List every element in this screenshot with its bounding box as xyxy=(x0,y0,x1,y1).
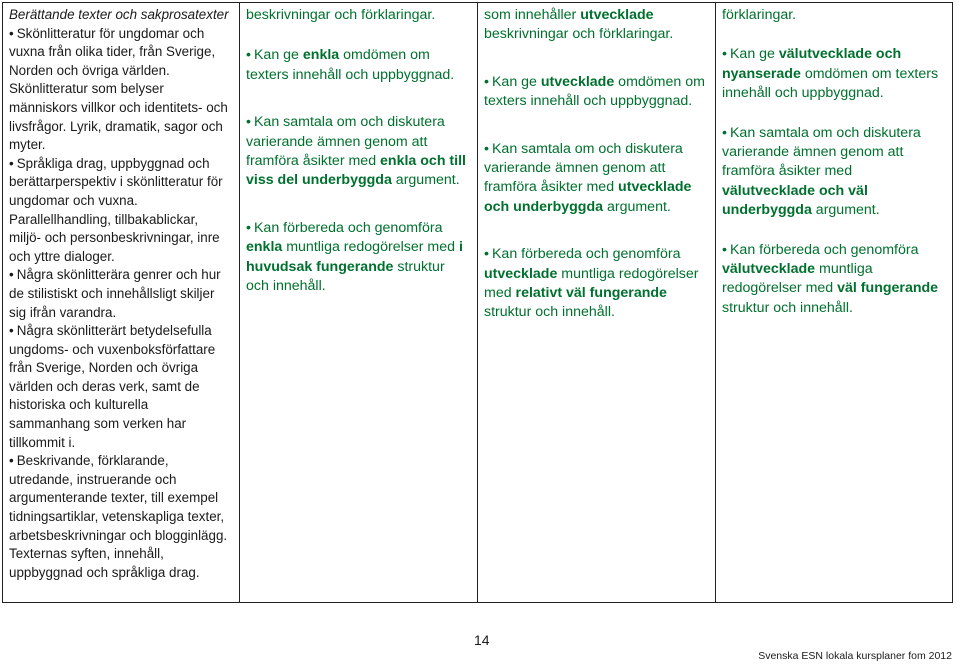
grade-e-column xyxy=(240,3,478,603)
criterion-item: • Kan samtala om och diskutera varierande ämnen genom att framföra åsikter med enkla och till viss del underbyggda argument. xyxy=(246,113,471,191)
content-item: • Några skönlitterära genrer och hur de stilistiskt och innehållsligt skiljer sig ifrån varandra. xyxy=(9,266,233,322)
column-heading: Berättande texter och sakprosatexter xyxy=(9,7,229,22)
criterion-item: • Kan samtala om och diskutera varierande ämnen genom att framföra åsikter med välutvecklade och väl underbyggda argument. xyxy=(722,124,946,221)
central-content-column xyxy=(3,3,240,603)
continued-text: förklaringar. xyxy=(722,7,797,23)
criterion-item: • Kan ge välutvecklade och nyanserade omdömen om texters innehåll och uppbyggnad. xyxy=(722,45,946,103)
grade-a-column xyxy=(716,3,953,603)
criterion-item: • Kan ge enkla omdömen om texters innehåll och uppbyggnad. xyxy=(246,46,471,85)
criterion-item: • Kan ge utvecklade omdömen om texters innehåll och uppbyggnad. xyxy=(484,73,709,112)
criteria-table xyxy=(2,2,953,603)
page-number: 14 xyxy=(474,632,490,648)
criterion-item: • Kan förbereda och genomföra enkla muntliga redogörelser med i huvudsak fungerande struktur och innehåll. xyxy=(246,219,471,297)
criterion-item: • Kan förbereda och genomföra utvecklade muntliga redogörelser med relativt väl fungerande struktur och innehåll. xyxy=(484,245,709,323)
continued-text: som innehåller utvecklade beskrivningar och förklaringar. xyxy=(484,7,674,43)
criterion-item: • Kan förbereda och genomföra välutvecklade muntliga redogörelser med väl fungerande struktur och innehåll. xyxy=(722,241,946,319)
content-item: • Några skönlitterärt betydelsefulla ungdoms- och vuxenboksförfattare från Sverige, Norden och övriga världen och deras verk, samt de historiska och kulturella sammanhang som verken har tillkommit i. xyxy=(9,322,233,452)
continued-text: beskrivningar och förklaringar. xyxy=(246,7,436,23)
content-item: • Beskrivande, förklarande, utredande, instruerande och argumenterande texter, till exempel tidningsartiklar, vetenskapliga texter, arbetsbeskrivningar och blogginlägg. Texternas syften, innehåll, uppbyggnad och språkliga drag. xyxy=(9,452,233,582)
grade-c-column xyxy=(478,3,716,603)
content-item: • Skönlitteratur för ungdomar och vuxna från olika tider, från Sverige, Norden och övriga världen. Skönlitteratur som belyser människors villkor och identitets- och livsfrågor. Lyrik, dramatik, sagor och myter. xyxy=(9,25,233,155)
content-item: • Språkliga drag, uppbyggnad och berättarperspektiv i skönlitteratur för ungdomar och vuxna. Parallellhandling, tillbakablickar, miljö- och personbeskrivningar, inre och yttre dialoger. xyxy=(9,155,233,267)
criterion-item: • Kan samtala om och diskutera varierande ämnen genom att framföra åsikter med utvecklade och underbyggda argument. xyxy=(484,140,709,218)
footer-text: Svenska ESN lokala kursplaner fom 2012 xyxy=(758,650,952,662)
